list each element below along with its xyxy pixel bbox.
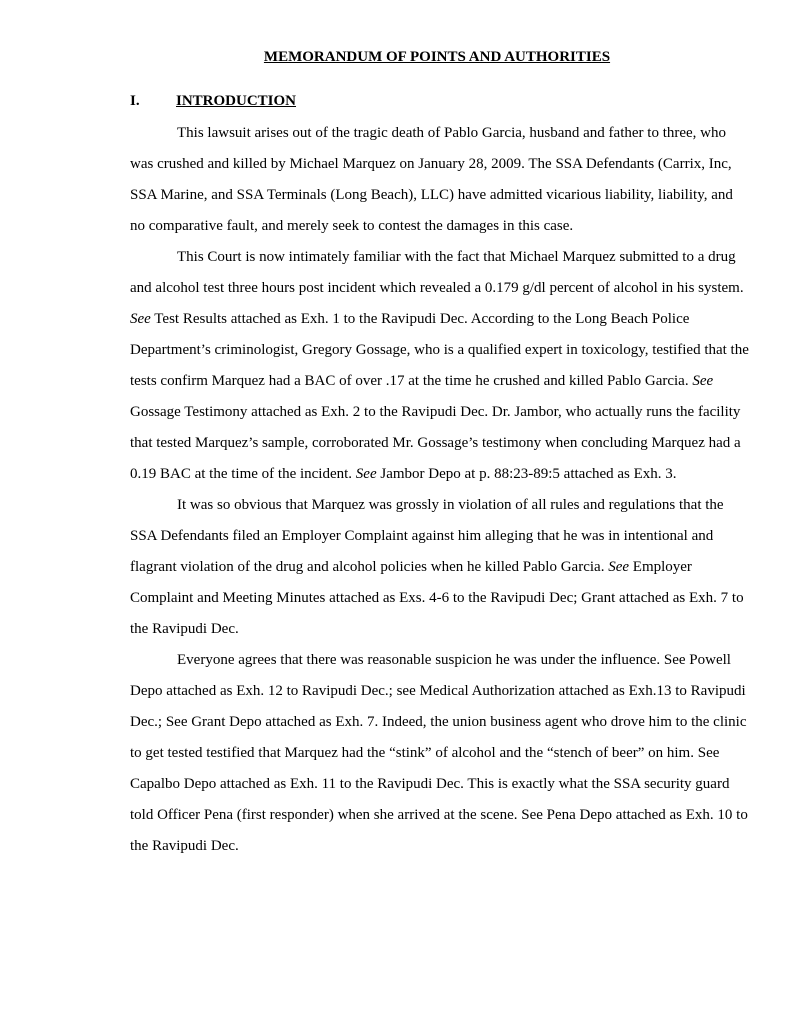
section-number: I. (130, 93, 140, 109)
memorandum-title: MEMORANDUM OF POINTS AND AUTHORITIES (263, 49, 611, 65)
paragraph-text: Everyone agrees that there was reasonable suspicion he was under the influence. See Powell Depo attached as Exh. 12 to Ravipudi Dec.; see Medical Authorization attached as Exh.13 to Ravipudi Dec.; See Grant Depo attached as Exh. 7. Indeed, the union business agent who drove him to the clinic to get tested testified that Marquez had the “stink” of alcohol and the “stench of beer” on him. See Capalbo Depo attached as Exh. 11 to the Ravipudi Dec. This is exactly what the SSA security guard told Officer Pena (first responder) when she arrived at the scene. See Pena Depo attached as Exh. 10 to the Ravipudi Dec. (130, 652, 748, 854)
paragraph-2 (130, 242, 750, 490)
paragraph-text: Gossage Testimony attached as Exh. 2 to the Ravipudi Dec. Dr. Jambor, who actually runs the facility that tested Marquez’s sample, corroborated Mr. Gossage’s testimony when concluding Marquez had a 0.19 BAC at the time of the incident. (130, 404, 741, 482)
paragraph-3 (130, 490, 750, 645)
paragraph-4 (130, 645, 750, 862)
italic-signal: See (355, 466, 377, 482)
paragraph-text: Test Results attached as Exh. 1 to the Ravipudi Dec. According to the Long Beach Police Department’s criminologist, Gregory Gossage, who is a qualified expert in toxicology, testified that the tests confirm Marquez had a BAC of over .17 at the time he crushed and killed Pablo Garcia. (130, 311, 749, 389)
section-heading (130, 91, 296, 111)
italic-signal: See (608, 559, 630, 575)
paragraph-text: This Court is now intimately familiar with the fact that Michael Marquez submitted to a drug and alcohol test three hours post incident which revealed a 0.179 g/dl percent of alcohol in his system. (130, 249, 744, 296)
italic-signal: See (130, 311, 151, 327)
paragraph-text: Jambor Depo at p. 88:23-89:5 attached as Exh. 3. (376, 466, 677, 482)
paragraph-text: It was so obvious that Marquez was grossly in violation of all rules and regulations that the SSA Defendants filed an Employer Complaint against him alleging that he was in intentional and flagrant violation of the drug and alcohol policies when he killed Pablo Garcia. (130, 497, 724, 575)
italic-signal: See (692, 373, 714, 389)
paragraph-text: Employer Complaint and Meeting Minutes attached as Exs. 4-6 to the Ravipudi Dec; Grant attached as Exh. 7 to the Ravipudi Dec. (130, 559, 744, 637)
memorandum-body (130, 118, 750, 862)
paragraph-text: This lawsuit arises out of the tragic death of Pablo Garcia, husband and father to three, who was crushed and killed by Michael Marquez on January 28, 2009. The SSA Defendants (Carrix, Inc, SSA Marine, and SSA Terminals (Long Beach), LLC) have admitted vicarious liability, liability, and no comparative fault, and merely seek to contest the damages in this case. (130, 125, 733, 234)
section-title: INTRODUCTION (176, 93, 297, 109)
paragraph-1 (130, 118, 750, 242)
